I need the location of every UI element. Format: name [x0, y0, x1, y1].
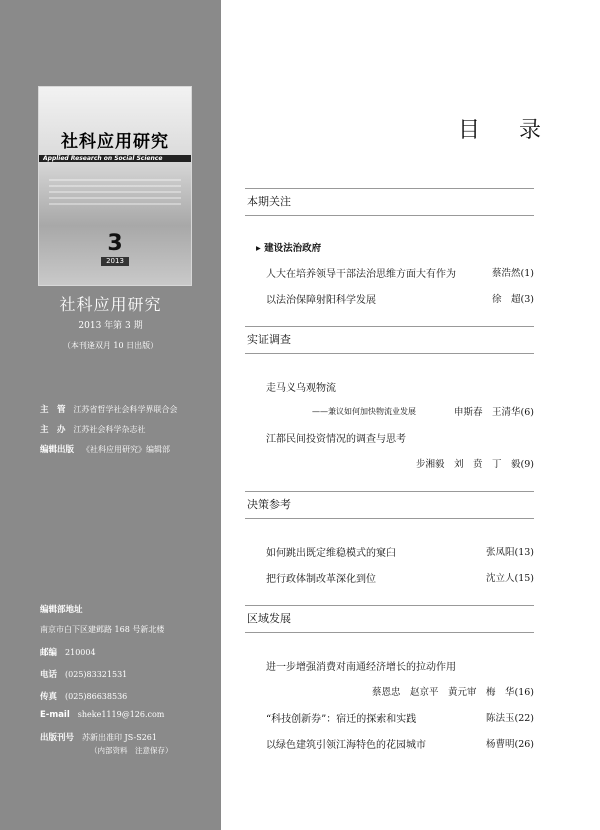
phone-label: 电话: [40, 670, 58, 680]
topic-heading: ▸ 建设法治政府: [256, 243, 322, 254]
address-label: 编辑部地址: [40, 605, 83, 615]
license-label: 出版刊号: [40, 733, 75, 743]
license-note: （内部资料 注意保存）: [90, 746, 173, 755]
toc-entry-title: 以绿色建筑引领江海特色的花园城市: [266, 740, 426, 751]
cover-issue-number: 3: [107, 231, 123, 256]
phone-value: (025)83321531: [65, 670, 128, 679]
toc-title: 目 录: [458, 118, 557, 143]
address-label-row: [40, 603, 83, 615]
cover-english-title: Applied Research on Social Science: [43, 155, 163, 162]
toc-entry-title: 人大在培养领导干部法治思维方面大有作为: [266, 269, 456, 280]
organizer-row: [40, 423, 146, 435]
toc-entry-title: 进一步增强消费对南通经济增长的拉动作用: [266, 662, 456, 673]
publication-note: （本刊逢双月 10 日出版）: [62, 341, 159, 350]
toc-entry-title: 以法治保障射阳科学发展: [266, 295, 376, 306]
toc-entry-subtitle: ——兼议如何加快物流业发展: [312, 407, 416, 416]
toc-entry[interactable]: [266, 570, 534, 585]
toc-entry[interactable]: [266, 658, 534, 673]
license-note-row: [90, 745, 173, 756]
toc-entry-author: 步湘毅 刘 贲 丁 毅(9): [416, 459, 534, 470]
license-row: [40, 731, 157, 743]
organizer-value: 《社科应用研究》编辑部: [82, 445, 171, 454]
toc-entry[interactable]: [266, 265, 534, 280]
email-row: [40, 710, 164, 720]
toc-entry-title: 如何跳出既定维稳模式的窠臼: [266, 548, 396, 559]
address-value: 南京市白下区建邺路 168 号新北楼: [40, 625, 165, 634]
section-title: 决策参考: [245, 491, 534, 519]
toc-entry-author: 蔡浩然(1): [492, 268, 534, 279]
toc-entry-author: 杨曹明(26): [485, 739, 534, 750]
email-value: sheke1119@126.com: [77, 710, 165, 719]
toc-entry-title: “科技创新券”：宿迁的探索和实践: [266, 714, 417, 725]
cover-title: 社科应用研究: [61, 132, 169, 152]
organizer-value: 江苏省哲学社会科学界联合会: [73, 405, 178, 414]
issue-info: 2013 年第 3 期: [78, 321, 143, 331]
organizer-value: 江苏社会科学杂志社: [73, 425, 146, 434]
fax-row: [40, 690, 127, 702]
fax-value: (025)86638536: [65, 692, 128, 701]
organizer-row: [40, 443, 170, 455]
section-title: 本期关注: [245, 188, 534, 216]
cover-texture: [49, 179, 181, 205]
section-header-focus: [245, 188, 534, 216]
toc-entry[interactable]: [266, 710, 534, 725]
organizer-row: [40, 403, 178, 415]
toc-entry-author: 申斯春 王清华(6): [454, 407, 534, 418]
section-header-regional: [245, 605, 534, 633]
cover-image: [38, 86, 192, 286]
toc-entry-author: 蔡恩忠 赵京平 黄元审 梅 华(16): [371, 687, 534, 698]
toc-entry-title: 把行政体制改革深化到位: [266, 574, 376, 585]
organizer-label: 编辑出版: [40, 445, 75, 455]
section-header-survey: [245, 326, 534, 354]
cover-year: 2013: [101, 257, 129, 266]
toc-entry-author: 沈立人(15): [485, 573, 534, 584]
section-title: 区域发展: [245, 605, 534, 633]
toc-entry[interactable]: [266, 736, 534, 751]
left-panel: [0, 0, 221, 830]
postcode-row: [40, 646, 96, 658]
toc-entry-author: 陈法玉(22): [485, 713, 534, 724]
toc-entry[interactable]: [266, 291, 534, 306]
organizer-label: 主 办: [40, 425, 66, 435]
section-title: 实证调查: [245, 326, 534, 354]
organizer-label: 主 管: [40, 405, 66, 415]
email-label: E-mail: [40, 710, 70, 720]
toc-entry[interactable]: [266, 379, 534, 394]
toc-entry-author: 张凤阳(13): [485, 547, 534, 558]
journal-name: 社科应用研究: [59, 295, 162, 314]
section-header-policy: [245, 491, 534, 519]
toc-entry[interactable]: [266, 430, 534, 445]
toc-entry-title: 走马义乌观物流: [266, 383, 336, 394]
postcode-label: 邮编: [40, 648, 58, 658]
address-row: [40, 624, 164, 635]
toc-entry-author: 徐 超(3): [492, 294, 534, 305]
postcode-value: 210004: [65, 648, 96, 657]
fax-label: 传真: [40, 692, 58, 702]
license-value: 苏新出准印 JS-S261: [82, 733, 157, 742]
phone-row: [40, 668, 127, 680]
toc-entry-title: 江都民间投资情况的调查与思考: [266, 434, 406, 445]
toc-entry[interactable]: [266, 544, 534, 559]
